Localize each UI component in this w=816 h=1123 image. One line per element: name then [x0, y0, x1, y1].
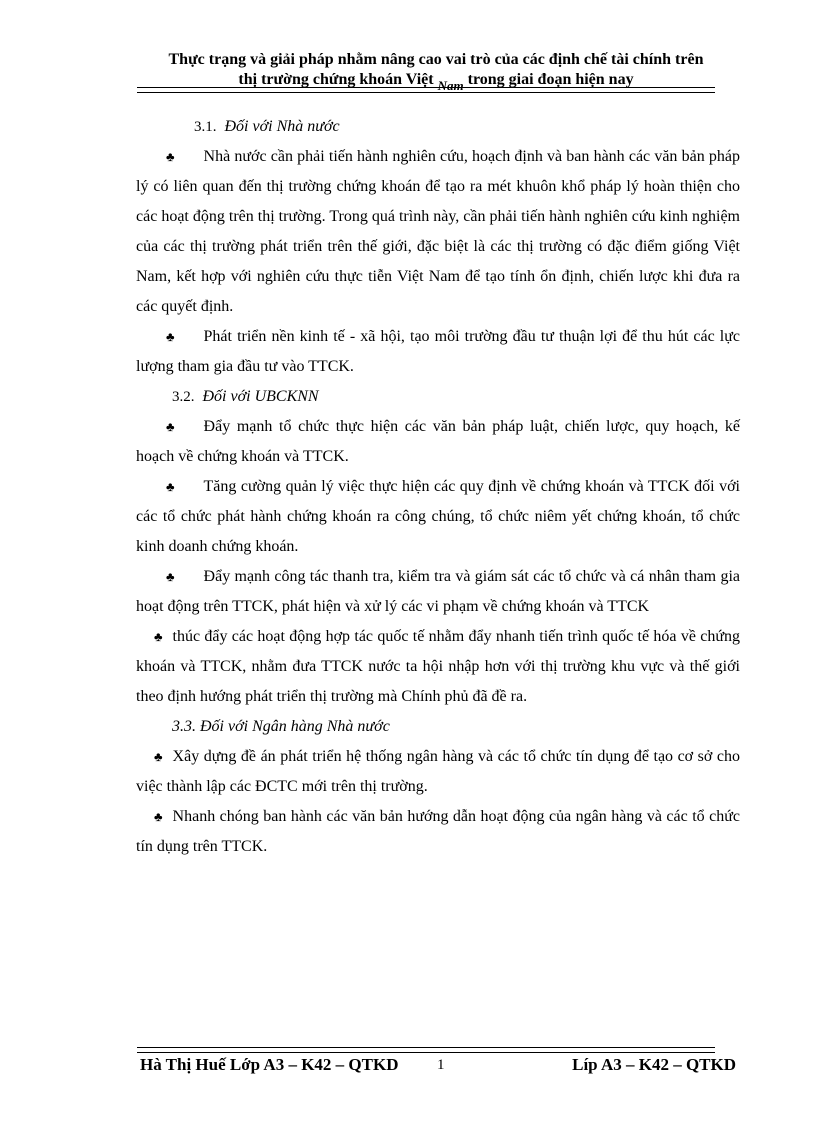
list-item — [136, 802, 740, 862]
footer-divider — [137, 1047, 715, 1053]
list-item-text: Đẩy mạnh công tác thanh tra, kiểm tra và giám sát các tổ chức và cá nhân tham gia hoạt động trên TTCK, phát hiện và xử lý các vi phạm về chứng khoán và TTCK — [136, 568, 740, 615]
section-title: 3.3. Đối với Ngân hàng Nhà nước — [172, 718, 390, 735]
page-header — [130, 50, 742, 93]
document-body — [136, 112, 740, 862]
header-title-part-b: trong giai đoạn hiện nay — [463, 71, 634, 88]
club-bullet-icon: ♣ — [166, 479, 175, 494]
list-item-text: Xây dựng đề án phát triển hệ thống ngân hàng và các tổ chức tín dụng để tạo cơ sở cho việc thành lập các ĐCTC mới trên thị trường. — [136, 748, 740, 795]
header-title-subscript: Nam — [437, 78, 464, 93]
list-item-text: thúc đẩy các hoạt động hợp tác quốc tế nhằm đẩy nhanh tiến trình quốc tế hóa về chứng khoán và TTCK, nhằm đưa TTCK nước ta hội nhập hơn với thị trường khu vực và thế giới theo định hướng phát triển thị trường mà Chính phủ đã đề ra. — [136, 628, 740, 705]
club-bullet-icon: ♣ — [154, 809, 163, 824]
list-item — [136, 412, 740, 472]
list-item — [136, 472, 740, 562]
club-bullet-icon: ♣ — [166, 419, 175, 434]
footer-class: Líp A3 – K42 – QTKD — [572, 1055, 736, 1074]
list-item — [136, 622, 740, 712]
section-heading-3-2 — [136, 382, 740, 412]
header-title-part-a: thị trường chứng khoán Việt — [238, 71, 438, 88]
section-title: Đối với Nhà nước — [224, 118, 340, 135]
list-item-text: Nhà nước cần phải tiến hành nghiên cứu, hoạch định và ban hành các văn bản pháp lý có liên quan đến thị trường chứng khoán để tạo ra mét khuôn khổ pháp lý hoàn thiện cho các hoạt động trên thị trường. Trong quá trình này, cần phải tiến hành nghiên cứu kinh nghiệm của các thị trường phát triển trên thế giới, đặc biệt là các thị trường có đặc điểm giống Việt Nam, kết hợp với nghiên cứu thực tiễn Việt Nam để tạo tính ổn định, chiến lược khi đưa ra các quyết định. — [136, 148, 740, 315]
section-number: 3.1. — [194, 119, 217, 135]
club-bullet-icon: ♣ — [154, 749, 163, 764]
list-item — [136, 142, 740, 322]
section-title: Đối với UBCKNN — [202, 388, 319, 405]
list-item-text: Đẩy mạnh tổ chức thực hiện các văn bản pháp luật, chiến lược, quy hoạch, kế hoạch về chứng khoán và TTCK. — [136, 418, 740, 465]
club-bullet-icon: ♣ — [166, 569, 175, 584]
list-item — [136, 322, 740, 382]
list-item — [136, 562, 740, 622]
header-divider — [137, 87, 715, 93]
list-item-text: Nhanh chóng ban hành các văn bản hướng dẫn hoạt động của ngân hàng và các tổ chức tín dụng trên TTCK. — [136, 808, 740, 855]
section-number: 3.2. — [172, 389, 195, 405]
footer-author: Hà Thị Huế Lớp A3 – K42 – QTKD — [140, 1055, 399, 1074]
list-item — [136, 742, 740, 802]
list-item-text: Tăng cường quản lý việc thực hiện các quy định về chứng khoán và TTCK đối với các tổ chức phát hành chứng khoán ra công chúng, tổ chức niêm yết chứng khoán, tổ chức kinh doanh chứng khoán. — [136, 478, 740, 555]
section-heading-3-3 — [136, 712, 740, 742]
club-bullet-icon: ♣ — [154, 629, 163, 644]
header-title-line1: Thực trạng và giải pháp nhằm nâng cao vai trò của các định chế tài chính trên — [168, 51, 704, 68]
club-bullet-icon: ♣ — [166, 149, 175, 164]
section-heading-3-1 — [136, 112, 740, 142]
club-bullet-icon: ♣ — [166, 329, 175, 344]
page-number: 1 — [437, 1057, 445, 1073]
list-item-text: Phát triển nền kinh tế - xã hội, tạo môi trường đầu tư thuận lợi để thu hút các lực lượng tham gia đầu tư vào TTCK. — [136, 328, 740, 375]
